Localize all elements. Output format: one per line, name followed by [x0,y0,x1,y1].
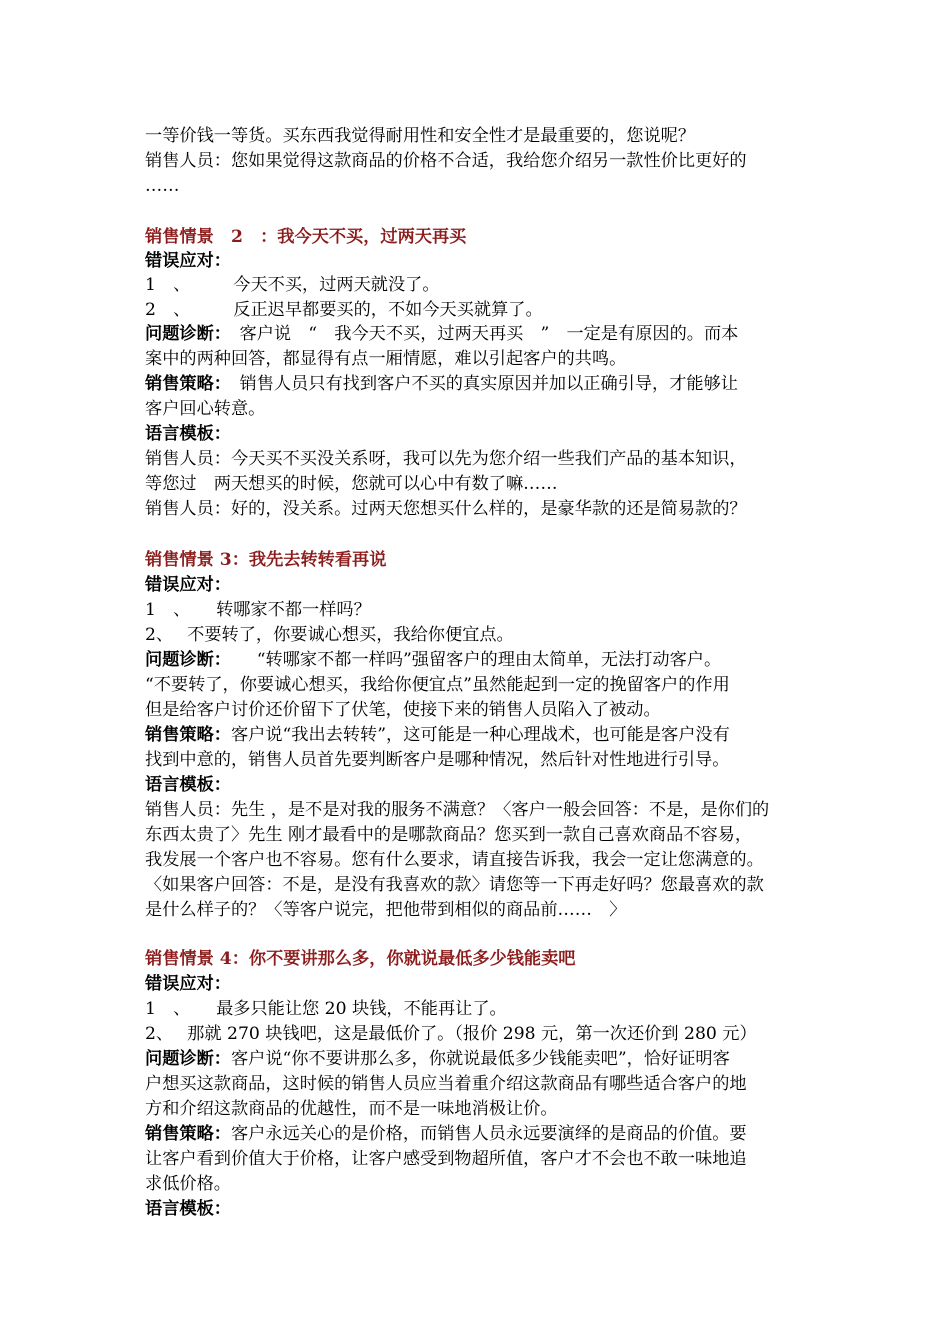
scenario-3-title: 销售情景 3：我先去转转看再说 [145,550,387,570]
scenario-3-strategy-line-1 [145,723,730,747]
intro-line-1: 一等价钱一等货。买东西我觉得耐用性和安全性才是最重要的，您说呢？ [145,126,696,146]
scenario-4-error-label: 错误应对： [145,974,231,994]
scenario-2-diagnosis-label: 问题诊断： [145,324,223,344]
scenario-3-template-line-3: 我发展一个客户也不容易。您有什么要求，请直接告诉我，我会一定让您满意的。 [145,850,764,870]
scenario-3-template-line-4: 〈如果客户回答：不是，是没有我喜欢的款〉请您等一下再走好吗？您最喜欢的款 [145,875,764,895]
intro-line-3: …… [145,176,180,196]
scenario-2-title: 销售情景 2 ：我今天不买，过两天再买 [145,227,467,247]
scenario-3-template-line-5: 是什么样子的？〈等客户说完，把他带到相似的商品前…… 〉 [145,900,627,920]
scenario-2-error-1: 1 、 今天不买，过两天就没了。 [145,275,440,295]
scenario-3-diagnosis-line-2: “不要转了，你要诚心想买，我给你便宜点”虽然能起到一定的挽留客户的作用 [145,675,730,695]
scenario-3-strategy-label: 销售策略： [145,725,231,745]
scenario-3-strategy-line-2: 找到中意的，销售人员首先要判断客户是哪种情况，然后针对性地进行引导。 [145,750,730,770]
scenario-4-diagnosis-text-1: 客户说“你不要讲那么多，你就说最低多少钱能卖吧”，恰好证明客 [230,1049,730,1069]
scenario-4-strategy-line-3: 求低价格。 [145,1174,231,1194]
scenario-4-diagnosis-label: 问题诊断： [145,1049,231,1069]
scenario-4-title: 销售情景 4：你不要讲那么多，你就说最低多少钱能卖吧 [145,949,576,969]
scenario-2-strategy-line-1 [145,372,738,396]
scenario-4-strategy-line-1 [145,1122,747,1146]
scenario-2-template-line-1: 销售人员：今天买不买没关系呀，我可以先为您介绍一些我们产品的基本知识， [145,449,747,469]
scenario-4-strategy-text-1: 客户永远关心的是价格，而销售人员永远要演绎的是商品的价值。要 [230,1124,747,1144]
scenario-2-template-line-2: 等您过 两天想买的时候，您就可以心中有数了嘛…… [145,474,558,494]
scenario-3-error-1: 1 、 转哪家不都一样吗？ [145,600,371,620]
scenario-4-error-1: 1 、 最多只能让您 20 块钱，不能再让了。 [145,999,507,1019]
scenario-4-strategy-label: 销售策略： [145,1124,231,1144]
scenario-4-error-2: 2、 那就 270 块钱吧，这是最低价了。（报价 298 元，第一次还价到 280 元） [145,1024,757,1044]
scenario-3-diagnosis-label: 问题诊断： [145,650,223,670]
scenario-4-diagnosis-line-3: 方和介绍这款商品的优越性，而不是一味地消极让价。 [145,1099,558,1119]
scenario-4-strategy-line-2: 让客户看到价值大于价格，让客户感受到物超所值，客户才不会也不敢一味地追 [145,1149,747,1169]
scenario-3-template-line-1: 销售人员：先生 ，是不是对我的服务不满意？〈客户一般会回答：不是，是你们的 [145,800,770,820]
scenario-3-diagnosis-line-1 [145,648,721,672]
scenario-4-template-label: 语言模板： [145,1199,231,1219]
scenario-2-template-label: 语言模板： [145,424,231,444]
scenario-2-diagnosis-line-1 [145,322,738,346]
scenario-3-template-label: 语言模板： [145,775,231,795]
scenario-2-strategy-label: 销售策略： [145,374,223,394]
scenario-3-diagnosis-text-1: “转哪家不都一样吗”强留客户的理由太简单，无法打动客户。 [222,650,722,670]
scenario-2-diagnosis-line-2: 案中的两种回答，都显得有点一厢情愿，难以引起客户的共鸣。 [145,349,627,369]
scenario-2-strategy-line-2: 客户回心转意。 [145,399,266,419]
scenario-2-strategy-text-1: 销售人员只有找到客户不买的真实原因并加以正确引导，才能够让 [222,374,738,394]
scenario-4-diagnosis-line-2: 户想买这款商品，这时候的销售人员应当着重介绍这款商品有哪些适合客户的地 [145,1074,747,1094]
scenario-3-strategy-text-1: 客户说“我出去转转”，这可能是一种心理战术，也可能是客户没有 [230,725,730,745]
scenario-4-diagnosis-line-1 [145,1047,730,1071]
scenario-3-template-line-2: 东西太贵了〉先生 刚才最看中的是哪款商品？您买到一款自己喜欢商品不容易， [145,825,753,845]
scenario-3-error-2: 2、 不要转了，你要诚心想买，我给你便宜点。 [145,625,514,645]
scenario-2-error-label: 错误应对： [145,251,231,271]
scenario-2-error-2: 2 、 反正迟早都要买的，不如今天买就算了。 [145,300,543,320]
scenario-3-error-label: 错误应对： [145,575,231,595]
intro-line-2: 销售人员：您如果觉得这款商品的价格不合适，我给您介绍另一款性价比更好的 [145,151,747,171]
scenario-2-template-line-3: 销售人员：好的，没关系。过两天您想买什么样的，是豪华款的还是简易款的？ [145,499,747,519]
scenario-2-diagnosis-text-1: 客户说 “ 我今天不买，过两天再买 ” 一定是有原因的。而本 [222,324,739,344]
scenario-3-diagnosis-line-3: 但是给客户讨价还价留下了伏笔，使接下来的销售人员陷入了被动。 [145,700,661,720]
